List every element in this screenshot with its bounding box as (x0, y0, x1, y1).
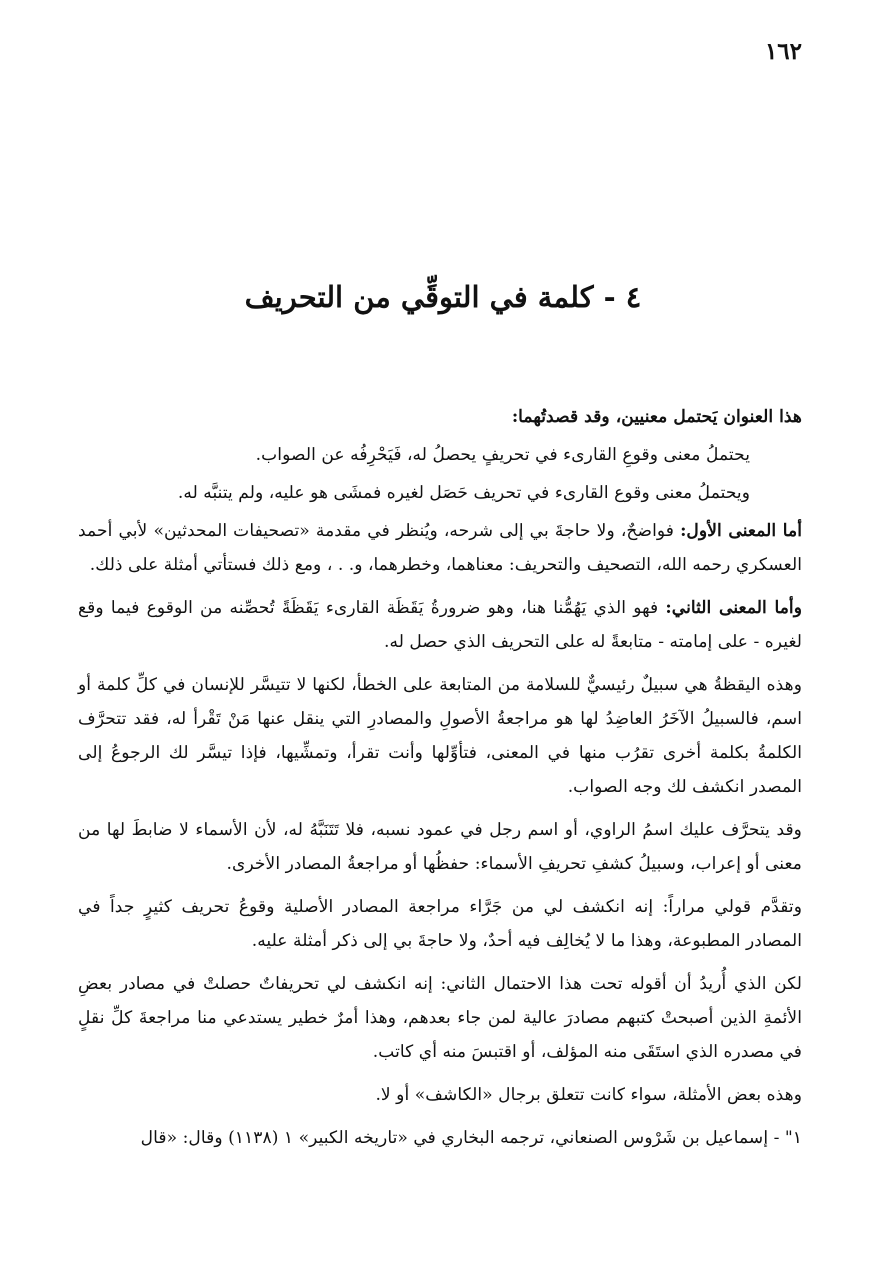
chapter-title: ٤ - كلمة في التوقِّي من التحريف (244, 280, 642, 314)
first-meaning-body: فواضحٌ، ولا حاجةَ بي إلى شرحه، ويُنظر في مقدمة «تصحيفات المحدثين» لأبي أحمد العسكري رحمه الله، التصحيف والتحريف: معناهما، وخطرهما، و. . ، ومع ذلك فستأتي أمثلة على ذلك. (78, 521, 802, 575)
examples-intro-paragraph: وهذه بعض الأمثلة، سواء كانت تتعلق برجال «الكاشف» أو لا. (375, 1085, 802, 1105)
body-text (78, 400, 802, 1164)
repeated-statement-paragraph: وتقدَّم قولي مراراً: إنه انكشف لي من جَرَّاء مراجعة المصادر الأصلية وقوعُ تحريف كثيرٍ جداً في المصادر المطبوعة، وهذا ما لا يُخالِف فيه أحدٌ، ولا حاجةَ بي إلى ذكر أمثلة عليه. (78, 897, 802, 951)
example-item-1: ١" - إسماعيل بن شَرْوس الصنعاني، ترجمه البخاري في «تاريخه الكبير» ١ (١١٣٨) وقال: «قال (140, 1128, 802, 1148)
first-meaning-lead: أما المعنى الأول: (680, 521, 802, 541)
second-meaning-body: فهو الذي يَهُمُّنا هنا، وهو ضرورةُ يَقَظَة القارىء يَقَظَةً تُحصِّنه من الوقوع فيما وقع لغيره - على إمامته - متابعةً له على التحريف الذي حصل له. (78, 598, 802, 652)
meaning-one-paragraph: يحتملُ معنى وقوعِ القارىء في تحريفٍ يحصلُ له، فَيَحْرِفُه عن الصواب. (255, 445, 750, 465)
names-paragraph: وقد يتحرَّف عليك اسمُ الراوي، أو اسم رجل في عمود نسبه، فلا تَتَنَبَّهُ له، لأن الأسماء لا ضابطَ لها من معنى أو إعراب، وسبيلُ كشفِ تحريفِ الأسماء: حفظُها أو مراجعةُ المصادر الأخرى. (78, 820, 802, 874)
second-meaning-lead: وأما المعنى الثاني: (665, 598, 802, 618)
page-number: ١٦٢ (764, 38, 802, 65)
meaning-two-paragraph: ويحتملُ معنى وقوع القارىء في تحريف حَصَل لغيره فمشَى هو عليه، ولم يتنبَّه له. (177, 483, 750, 503)
first-meaning-paragraph (78, 514, 802, 582)
intro-paragraph: هذا العنوان يَحتمل معنيين، وقد قصدتُهما: (511, 407, 802, 427)
second-possibility-paragraph: لكن الذي أُريدُ أن أقوله تحت هذا الاحتمال الثاني: إنه انكشف لي تحريفاتٌ حصلتْ في مصادر بعضِ الأئمةِ الذين أصبحتْ كتبهم مصادرَ عالية لمن جاء بعدهم، وهذا أمرٌ خطير يستدعي منا مراجعةَ كلِّ نقلٍ في مصدره الذي استَقَى منه المؤلف، أو اقتبسَ منه أي كاتب. (78, 974, 802, 1062)
second-meaning-paragraph (78, 591, 802, 659)
vigilance-paragraph: وهذه اليقظةُ هي سبيلٌ رئيسيٌّ للسلامة من المتابعة على الخطأ، لكنها لا تتيسَّر للإنسان في كلِّ كلمة أو اسم، فالسبيلُ الآخَرُ العاضِدُ لها هو مراجعةُ الأصولِ والمصادرِ التي ينقل عنها مَنْ تَقْرأ له، فقد تتحرَّف الكلمةُ بكلمة أخرى تقرُب منها في المعنى، فتأوِّلها وأنت تقرأ، وتمشِّيها، فإذا تيسَّر لك الرجوعُ إلى المصدر انكشف لك وجه الصواب. (78, 675, 802, 797)
